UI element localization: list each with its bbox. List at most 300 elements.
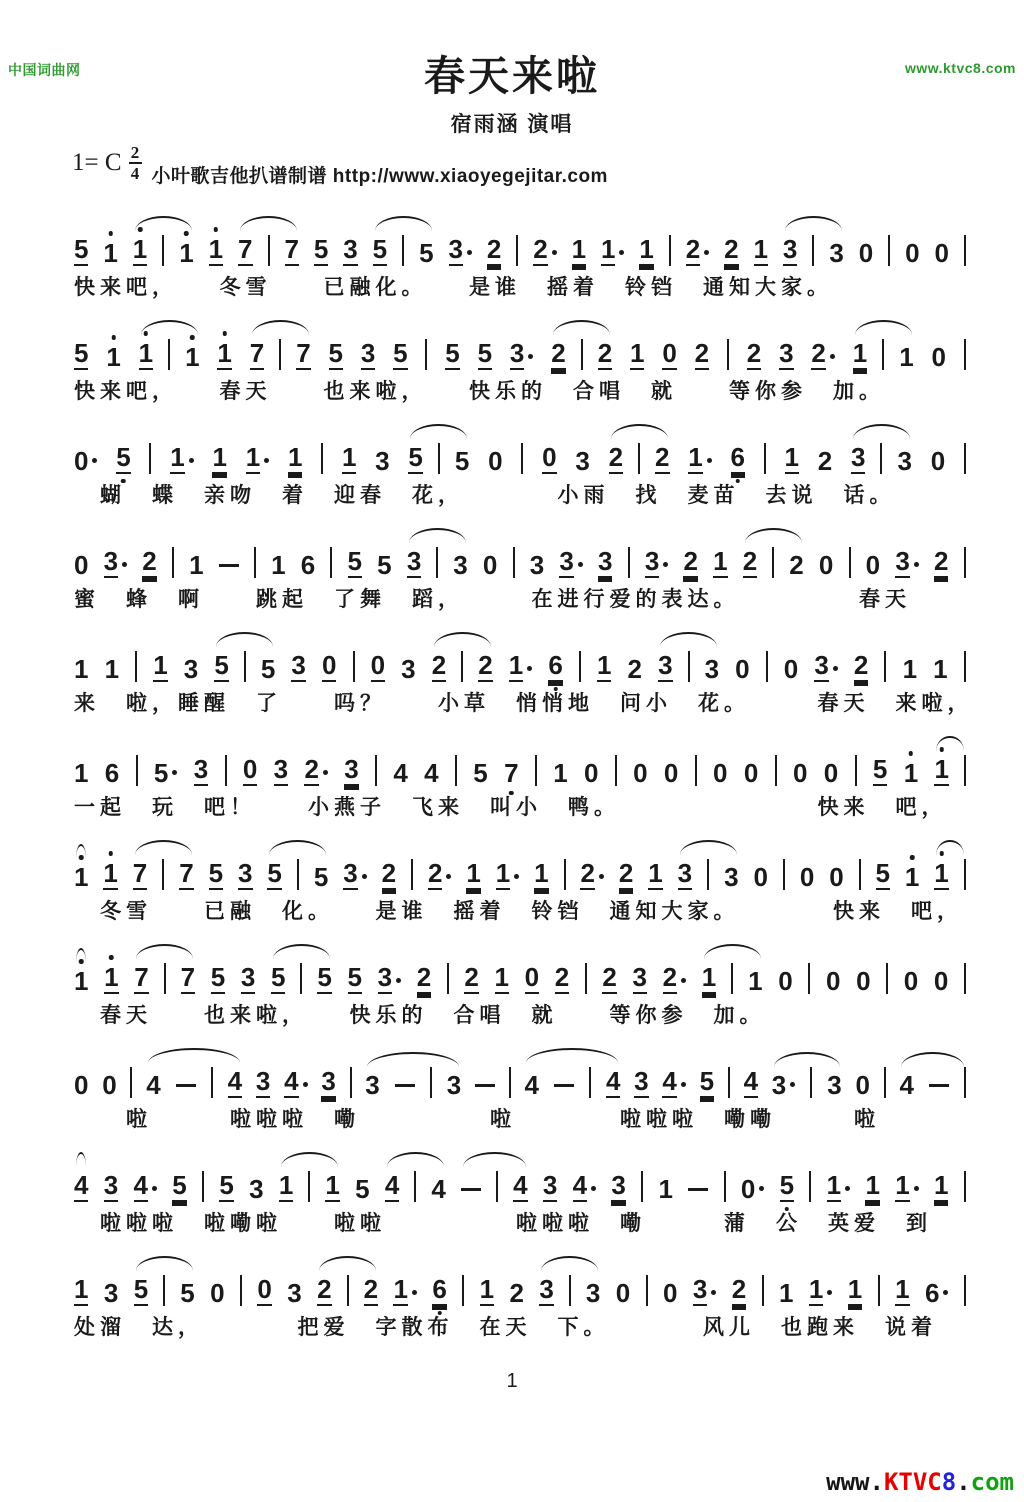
note-number: 2 <box>486 234 502 265</box>
lyrics-line: 一起 玩 吧！ 小燕子 飞来 叫小 鸭。 快来 吧， <box>74 796 948 820</box>
note <box>814 641 837 682</box>
barline <box>812 235 814 266</box>
note <box>134 953 148 994</box>
note-number: 1 <box>852 338 868 369</box>
note <box>287 1269 302 1309</box>
barline <box>964 547 966 578</box>
note-number: 0 <box>823 758 839 789</box>
note-number: 4 <box>384 1170 400 1201</box>
tie-arc-group <box>408 433 470 477</box>
tie-arc-group <box>899 1061 965 1101</box>
note-number: 0 <box>74 550 89 581</box>
barline <box>297 859 299 890</box>
note-number: 1 <box>895 1170 910 1201</box>
augmentation-dot <box>578 562 583 567</box>
note <box>464 953 478 994</box>
barline <box>888 235 890 266</box>
tie-arc-group <box>133 849 194 890</box>
tie-arc-group <box>146 1057 243 1101</box>
note <box>513 1161 527 1202</box>
key-text: 1= C <box>72 149 122 177</box>
note <box>779 329 793 370</box>
barline <box>163 1275 165 1306</box>
note <box>104 1161 118 1202</box>
note <box>210 1269 225 1309</box>
note-number: 5 <box>477 338 493 369</box>
barline <box>202 1171 204 1202</box>
note <box>598 329 612 370</box>
note-number: 7 <box>134 962 149 993</box>
note <box>385 1161 399 1202</box>
barline <box>162 235 164 266</box>
note-number: 1 <box>74 966 89 997</box>
note <box>754 225 768 266</box>
note-number: 0 <box>735 654 750 685</box>
note <box>194 745 208 786</box>
note-number: 2 <box>608 442 624 473</box>
barline <box>859 859 861 890</box>
note-number: 1 <box>933 654 948 685</box>
note <box>271 953 285 994</box>
note-number: 0 <box>903 966 919 997</box>
note <box>371 641 385 682</box>
note-number: 4 <box>284 1066 299 1097</box>
note-number: 1 <box>865 1170 880 1201</box>
augmentation-dot <box>303 1082 308 1087</box>
note-number: 1 <box>571 234 587 265</box>
note <box>655 433 669 474</box>
note-number: 3 <box>365 1070 380 1101</box>
note <box>74 437 97 477</box>
barline <box>268 235 270 266</box>
note-number: 3 <box>240 962 256 993</box>
barline <box>521 443 523 474</box>
note-number: 1 <box>904 862 920 893</box>
barline <box>964 651 966 682</box>
note <box>180 1269 195 1309</box>
lyrics-line: 快来吧， 春天 也来啦， 快乐的 合唱 就 等你参 加。 <box>74 380 885 404</box>
barline <box>225 755 227 786</box>
note-number: 0 <box>905 238 920 269</box>
note-number: 2 <box>602 962 617 993</box>
note <box>466 849 480 890</box>
time-signature <box>129 144 142 182</box>
barline <box>462 1275 464 1306</box>
note-number: 5 <box>372 234 388 265</box>
note <box>407 537 421 578</box>
barline <box>350 1067 352 1098</box>
note <box>74 1061 89 1101</box>
note <box>903 749 919 789</box>
note <box>146 1061 161 1101</box>
note <box>185 333 200 373</box>
barline <box>240 1275 242 1306</box>
note <box>931 333 946 373</box>
note <box>510 329 533 370</box>
note <box>551 329 565 370</box>
barline <box>425 339 427 370</box>
note <box>238 225 252 266</box>
barline <box>628 547 630 578</box>
tie-arc-group <box>134 953 195 994</box>
note-number: 2 <box>811 338 826 369</box>
barline <box>564 859 566 890</box>
note-number: 2 <box>731 1274 747 1305</box>
key-signature <box>72 144 142 182</box>
note <box>713 537 727 578</box>
note <box>904 853 920 893</box>
note-number: 1 <box>325 1170 340 1201</box>
note-number: 2 <box>662 962 678 993</box>
note <box>662 1057 685 1098</box>
note <box>179 229 194 269</box>
barline <box>880 443 882 474</box>
note <box>829 853 844 893</box>
note <box>598 537 612 578</box>
note <box>317 1265 331 1306</box>
note-number: 1 <box>74 1274 89 1305</box>
note-number: 1 <box>74 862 89 893</box>
duration-dash <box>475 1084 495 1087</box>
note-number: 7 <box>132 858 148 889</box>
note-number: 3 <box>448 234 463 265</box>
note <box>419 229 434 269</box>
note <box>343 849 366 890</box>
note <box>858 229 874 269</box>
note <box>895 1265 909 1306</box>
note <box>482 541 498 581</box>
note-number: 1 <box>748 966 763 997</box>
note-number: 3 <box>453 550 468 581</box>
note <box>827 1061 842 1101</box>
note <box>534 849 548 890</box>
note-number: 5 <box>219 1170 234 1201</box>
note <box>74 749 89 789</box>
site-logo-part: www. <box>826 1468 884 1496</box>
note <box>241 953 255 994</box>
note <box>74 541 89 581</box>
note <box>553 749 568 789</box>
note-number: 0 <box>210 1278 225 1309</box>
note <box>924 1269 948 1309</box>
augmentation-dot <box>681 1082 686 1087</box>
augmentation-dot <box>943 1290 948 1295</box>
note-number: 1 <box>784 442 799 473</box>
note <box>713 749 728 789</box>
augmentation-dot <box>830 354 835 359</box>
note <box>487 225 501 266</box>
note <box>683 537 697 578</box>
augmentation-dot <box>790 1082 795 1087</box>
note-number: 2 <box>597 338 613 369</box>
note-number: 3 <box>771 1070 787 1101</box>
note-number: 0 <box>753 862 768 893</box>
tie-arc-group <box>658 641 720 685</box>
augmentation-dot <box>845 1186 850 1191</box>
note-number: 2 <box>685 234 701 265</box>
barline <box>809 1171 811 1202</box>
note <box>825 957 841 997</box>
note <box>103 229 118 269</box>
notation-line <box>74 1150 966 1205</box>
note-number: 7 <box>238 234 253 265</box>
note <box>851 433 865 474</box>
note <box>525 953 539 994</box>
note-number: 1 <box>808 1274 824 1305</box>
note-number: 6 <box>548 650 563 681</box>
augmentation-dot <box>527 666 532 671</box>
note <box>575 437 590 477</box>
note-number: 1 <box>847 1274 863 1305</box>
note <box>743 537 757 578</box>
note-number: 0 <box>542 442 557 473</box>
barline <box>254 547 256 578</box>
note-number: 3 <box>542 1170 558 1201</box>
duration-dash <box>395 1084 415 1087</box>
transcriber-credit: 小叶歌吉他扒谱制谱 http://www.xiaoyegejitar.com <box>151 166 608 188</box>
tie-arc-group <box>524 1057 621 1101</box>
note <box>648 849 662 890</box>
note-number: 3 <box>343 234 358 265</box>
note-number: 4 <box>146 1070 161 1101</box>
note-number: 6 <box>432 1274 447 1305</box>
note-number: 1 <box>74 654 89 685</box>
note <box>133 225 147 266</box>
site-logo-part: com <box>970 1468 1014 1496</box>
barline <box>964 339 966 370</box>
note <box>856 957 871 997</box>
note <box>771 1061 795 1101</box>
barline <box>461 651 463 682</box>
note <box>219 1161 233 1202</box>
note-number: 5 <box>454 446 470 477</box>
note-number: 1 <box>103 238 118 269</box>
note-number: 0 <box>74 1070 89 1101</box>
note <box>296 329 310 370</box>
note <box>445 329 459 370</box>
note <box>329 329 343 370</box>
note <box>116 433 130 474</box>
barline <box>321 443 323 474</box>
note <box>895 1161 918 1202</box>
augmentation-dot <box>92 458 97 463</box>
tie-arc-group <box>365 1061 462 1101</box>
barline <box>615 755 617 786</box>
tie-arc-group <box>406 537 468 581</box>
note <box>597 641 611 682</box>
note <box>865 541 881 581</box>
note-number: 3 <box>539 1274 554 1305</box>
note <box>895 537 918 578</box>
barline <box>731 963 733 994</box>
augmentation-dot <box>759 1186 764 1191</box>
note <box>496 849 519 890</box>
tie-arc-group <box>677 849 739 893</box>
barline <box>513 547 515 578</box>
note <box>279 1161 293 1202</box>
note-number: 1 <box>217 338 232 369</box>
barline <box>130 1067 132 1098</box>
singer-credit: 宿雨涵 演唱 <box>450 113 574 137</box>
tie-arc-group <box>609 433 670 474</box>
score-line <box>0 1032 1024 1136</box>
tie-arc-group <box>214 641 276 685</box>
note <box>417 953 431 994</box>
note-number: 1 <box>903 758 919 789</box>
note <box>724 225 738 266</box>
note <box>134 1265 148 1306</box>
barline <box>964 859 966 890</box>
tie-arc-group <box>850 433 912 477</box>
tie-arc-group <box>74 853 89 893</box>
note-number: 3 <box>724 862 739 893</box>
note <box>934 229 949 269</box>
note-number: 0 <box>713 758 728 789</box>
note-number: 0 <box>931 342 946 373</box>
note <box>548 641 562 682</box>
note-number: 5 <box>445 338 460 369</box>
note-number: 1 <box>779 1278 794 1309</box>
note <box>432 641 446 682</box>
note-number: 2 <box>933 546 949 577</box>
note-number: 2 <box>618 858 634 889</box>
note-number: 2 <box>817 446 833 477</box>
note-number: 6 <box>300 550 316 581</box>
note-number: 1 <box>648 858 663 889</box>
barline <box>300 963 302 994</box>
note-number: 2 <box>381 858 397 889</box>
augmentation-dot <box>827 1290 832 1295</box>
note-number: 0 <box>663 758 679 789</box>
note-number: 4 <box>605 1066 621 1097</box>
barline <box>168 339 170 370</box>
tie-arc-group <box>771 1061 842 1101</box>
note-number: 4 <box>227 1066 243 1097</box>
note <box>854 641 868 682</box>
note-number: 0 <box>783 654 799 685</box>
note <box>905 229 920 269</box>
note-number: 5 <box>347 546 362 577</box>
note-number: 4 <box>393 758 408 789</box>
note-number: 0 <box>855 1070 870 1101</box>
note-number: 2 <box>464 962 479 993</box>
note-number: 0 <box>633 758 648 789</box>
note <box>555 953 569 994</box>
barline <box>766 651 768 682</box>
note-number: 3 <box>704 654 720 685</box>
barline <box>411 859 413 890</box>
note-number: 2 <box>694 338 710 369</box>
note <box>74 1265 88 1306</box>
note <box>630 329 644 370</box>
note-number: 3 <box>529 550 545 581</box>
note-number: 5 <box>408 442 423 473</box>
note <box>818 541 834 581</box>
note <box>478 641 492 682</box>
note <box>686 225 709 266</box>
note <box>584 749 599 789</box>
note-number: 3 <box>850 442 866 473</box>
notation-line <box>74 526 966 581</box>
note-number: 1 <box>208 234 224 265</box>
lyrics-line: 来 啦，睡醒 了 吗？ 小草 悄悄地 问小 花。 春天 来啦， <box>74 692 974 716</box>
meter-denominator: 4 <box>130 164 140 184</box>
note-number: 5 <box>153 758 169 789</box>
note <box>153 641 167 682</box>
note-number: 3 <box>611 1170 626 1201</box>
note-number: 5 <box>260 654 276 685</box>
note <box>106 333 121 373</box>
note <box>799 853 815 893</box>
barline <box>884 1067 886 1098</box>
barline <box>414 1171 416 1202</box>
note-number: 1 <box>185 342 200 373</box>
note <box>827 1161 850 1202</box>
barline <box>964 755 966 786</box>
note-number: 1 <box>639 234 654 265</box>
augmentation-dot <box>681 978 686 983</box>
notation-line <box>74 1254 966 1309</box>
note-number: 0 <box>799 862 815 893</box>
augmentation-dot <box>412 1290 417 1295</box>
note-number: 5 <box>419 238 434 269</box>
note-number: 3 <box>897 446 912 477</box>
note <box>747 329 761 370</box>
note-number: 0 <box>743 758 759 789</box>
note-number: 7 <box>504 758 519 789</box>
note <box>393 329 407 370</box>
note <box>639 225 653 266</box>
barline <box>964 963 966 994</box>
note <box>615 1269 631 1309</box>
barline <box>347 1275 349 1306</box>
note-number: 5 <box>270 962 286 993</box>
barline <box>136 755 138 786</box>
barline <box>638 443 640 474</box>
notation-line <box>74 942 966 997</box>
key-signature-row <box>72 142 1024 188</box>
barline <box>724 1171 726 1202</box>
lyrics-line: 春天 也来啦， 快乐的 合唱 就 等你参 加。 <box>74 1004 766 1028</box>
note-number: 3 <box>406 546 422 577</box>
note <box>658 641 672 682</box>
note <box>855 1061 870 1101</box>
barline <box>211 1067 213 1098</box>
augmentation-dot <box>396 978 401 983</box>
barline <box>430 1067 432 1098</box>
note <box>373 225 387 266</box>
barline <box>884 651 886 682</box>
augmentation-dot <box>914 1186 919 1191</box>
note <box>780 1161 794 1202</box>
note-number: 5 <box>74 338 89 369</box>
tie-arc-group <box>461 1161 527 1202</box>
note <box>142 537 156 578</box>
note <box>823 749 839 789</box>
note-number: 0 <box>370 650 386 681</box>
note-number: 3 <box>575 446 590 477</box>
note-number: 2 <box>627 654 642 685</box>
note-number: 0 <box>74 446 89 477</box>
note <box>104 749 120 789</box>
note <box>449 225 472 266</box>
note-number: 3 <box>446 1070 462 1101</box>
note-number: 0 <box>865 550 881 581</box>
note <box>284 1057 307 1098</box>
note <box>817 437 833 477</box>
note-number: 1 <box>713 546 728 577</box>
note-number: 2 <box>554 962 570 993</box>
